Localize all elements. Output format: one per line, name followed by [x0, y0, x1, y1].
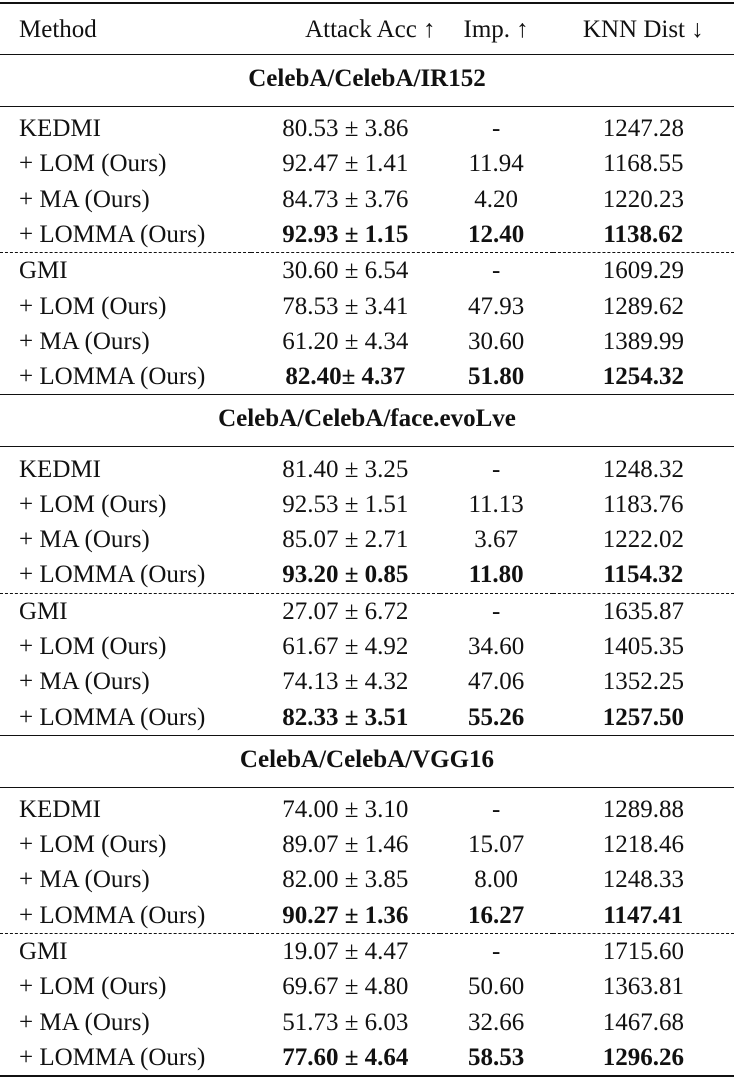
cell-attack-acc: 74.00 ± 3.10	[282, 795, 409, 823]
cell-imp: 11.94	[468, 150, 524, 178]
table-row	[0, 557, 734, 593]
table-row	[0, 288, 734, 323]
cell-method: + LOM (Ours)	[19, 973, 167, 1001]
section-header-row	[0, 395, 734, 447]
cell-imp: 3.67	[474, 526, 519, 554]
section-header-row	[0, 55, 734, 107]
cell-method: + LOM (Ours)	[19, 150, 167, 178]
cell-method: + LOMMA (Ours)	[19, 221, 206, 249]
cell-imp: 47.93	[468, 292, 525, 320]
table-row	[0, 253, 734, 289]
cell-knn-dist: 1635.87	[553, 593, 734, 629]
table-row	[0, 862, 734, 897]
section-title-cell	[0, 55, 734, 107]
table-row	[0, 522, 734, 557]
cell-attack-acc: 61.20 ± 4.34	[282, 327, 409, 355]
cell-attack-acc: 89.07 ± 1.46	[282, 831, 409, 859]
cell-method: KEDMI	[19, 795, 101, 823]
cell-attack-acc: 78.53 ± 3.41	[282, 292, 409, 320]
cell-method: KEDMI	[19, 115, 101, 143]
section-title: CelebA/CelebA/face.evoLve	[218, 405, 516, 433]
table-row	[0, 827, 734, 862]
cell-attack-acc: 80.53 ± 3.86	[282, 115, 409, 143]
cell-knn-dist: 1154.32	[603, 561, 684, 589]
cell-method: GMI	[0, 933, 251, 969]
table-row	[0, 699, 734, 735]
cell-knn-dist: 1389.99	[602, 327, 684, 355]
cell-imp: -	[440, 933, 553, 969]
cell-attack-acc: 92.47 ± 1.41	[282, 150, 409, 178]
cell-method: + MA (Ours)	[19, 866, 150, 894]
cell-attack-acc: 61.67 ± 4.92	[282, 633, 409, 660]
cell-method: GMI	[0, 253, 251, 289]
cell-attack-acc: 92.93 ± 1.15	[282, 221, 409, 249]
cell-imp: -	[440, 593, 553, 629]
cell-imp: -	[440, 253, 553, 289]
cell-method: + MA (Ours)	[19, 185, 150, 213]
cell-attack-acc: 51.73 ± 6.03	[282, 1008, 409, 1036]
cell-imp: 12.40	[468, 221, 525, 249]
cell-imp: 32.66	[468, 1008, 525, 1036]
table-row	[0, 146, 734, 181]
cell-knn-dist: 1363.81	[602, 973, 684, 1001]
cell-method: + LOMMA (Ours)	[19, 703, 206, 731]
cell-knn-dist: 1168.55	[603, 150, 684, 178]
cell-attack-acc: 82.40± 4.37	[285, 363, 406, 391]
cell-imp: 34.60	[468, 633, 525, 660]
cell-method: + LOM (Ours)	[19, 490, 167, 518]
cell-imp: 30.60	[468, 327, 525, 355]
header-attack-acc: Attack Acc ↑	[251, 3, 440, 55]
table-row	[0, 217, 734, 253]
cell-method: KEDMI	[19, 455, 101, 483]
cell-knn-dist: 1222.02	[602, 526, 684, 554]
cell-method: + LOMMA (Ours)	[19, 363, 206, 391]
cell-attack-acc: 82.00 ± 3.85	[282, 866, 409, 894]
cell-attack-acc: 82.33 ± 3.51	[282, 703, 409, 731]
cell-imp: 55.26	[468, 703, 525, 731]
cell-attack-acc: 74.13 ± 4.32	[282, 668, 409, 696]
cell-knn-dist: 1289.62	[602, 292, 684, 320]
table-row	[0, 1040, 734, 1076]
cell-method: + MA (Ours)	[19, 1008, 150, 1036]
section-title: CelebA/CelebA/VGG16	[239, 745, 495, 773]
cell-knn-dist: 1138.62	[603, 221, 684, 249]
cell-attack-acc: 85.07 ± 2.71	[282, 526, 409, 554]
table-row	[0, 1005, 734, 1040]
cell-imp: 58.53	[440, 1040, 553, 1076]
cell-method: + LOMMA (Ours)	[0, 1040, 251, 1076]
cell-imp: -	[491, 455, 501, 483]
cell-imp: 8.00	[474, 866, 519, 894]
cell-knn-dist: 1247.28	[602, 115, 684, 143]
cell-knn-dist: 1248.33	[602, 866, 684, 894]
cell-knn-dist: 1254.32	[602, 363, 684, 391]
cell-knn-dist: 1467.68	[602, 1008, 684, 1036]
section-title: CelebA/CelebA/IR152	[248, 65, 486, 92]
cell-knn-dist: 1352.25	[602, 668, 684, 696]
table-row	[0, 447, 734, 487]
table-row	[0, 182, 734, 217]
cell-imp: 16.27	[468, 901, 525, 929]
cell-knn-dist: 1715.60	[553, 933, 734, 969]
cell-attack-acc: 92.53 ± 1.51	[282, 490, 409, 518]
cell-attack-acc: 84.73 ± 3.76	[282, 185, 409, 213]
cell-imp: -	[491, 795, 501, 823]
cell-imp: 11.13	[468, 490, 524, 518]
table-row	[0, 969, 734, 1004]
cell-attack-acc: 81.40 ± 3.25	[282, 455, 409, 483]
cell-knn-dist: 1218.46	[602, 831, 684, 859]
cell-knn-dist: 1248.32	[602, 455, 684, 483]
table-body	[0, 55, 734, 1077]
cell-knn-dist: 1220.23	[602, 185, 684, 213]
cell-knn-dist: 1405.35	[602, 633, 684, 660]
section-title-cell	[0, 395, 734, 447]
cell-imp: -	[491, 115, 501, 143]
header-knn-dist: KNN Dist ↓	[553, 3, 734, 55]
cell-knn-dist: 1257.50	[602, 703, 684, 731]
cell-method: + MA (Ours)	[19, 668, 150, 696]
cell-imp: 51.80	[468, 363, 525, 391]
section-header-row	[0, 735, 734, 787]
cell-knn-dist: 1147.41	[603, 901, 684, 929]
cell-method: + LOMMA (Ours)	[19, 901, 206, 929]
cell-method: + MA (Ours)	[19, 327, 150, 355]
table-row	[0, 933, 734, 969]
table-row	[0, 629, 734, 664]
table-row	[0, 664, 734, 699]
cell-attack-acc: 90.27 ± 1.36	[282, 901, 409, 929]
cell-attack-acc: 93.20 ± 0.85	[282, 561, 409, 589]
cell-attack-acc: 30.60 ± 6.54	[251, 253, 440, 289]
cell-imp: 47.06	[468, 668, 525, 696]
cell-attack-acc: 77.60 ± 4.64	[251, 1040, 440, 1076]
table-row	[0, 898, 734, 934]
cell-knn-dist: 1183.76	[603, 490, 684, 518]
cell-imp: 4.20	[474, 185, 519, 213]
cell-method: GMI	[0, 593, 251, 629]
cell-method: + LOM (Ours)	[19, 633, 167, 660]
cell-attack-acc: 69.67 ± 4.80	[282, 973, 409, 1001]
section-title-cell	[0, 735, 734, 787]
cell-imp: 15.07	[468, 831, 525, 859]
cell-method: + LOMMA (Ours)	[19, 561, 206, 589]
cell-imp: 50.60	[468, 973, 525, 1001]
header-method: Method	[0, 3, 251, 55]
table-row	[0, 487, 734, 522]
table-row	[0, 324, 734, 359]
table-row	[0, 359, 734, 395]
table-row	[0, 593, 734, 629]
cell-knn-dist: 1289.88	[602, 795, 684, 823]
table-row	[0, 787, 734, 827]
cell-method: + LOM (Ours)	[19, 292, 167, 320]
cell-attack-acc: 19.07 ± 4.47	[251, 933, 440, 969]
results-table	[0, 2, 734, 1077]
table-row	[0, 107, 734, 147]
header-row	[0, 3, 734, 55]
cell-knn-dist: 1296.26	[553, 1040, 734, 1076]
cell-knn-dist: 1609.29	[553, 253, 734, 289]
table-header	[0, 3, 734, 55]
cell-method: + MA (Ours)	[19, 526, 150, 554]
cell-imp: 11.80	[468, 561, 524, 589]
cell-attack-acc: 27.07 ± 6.72	[251, 593, 440, 629]
cell-method: + LOM (Ours)	[19, 831, 167, 859]
header-imp: Imp. ↑	[440, 3, 553, 55]
